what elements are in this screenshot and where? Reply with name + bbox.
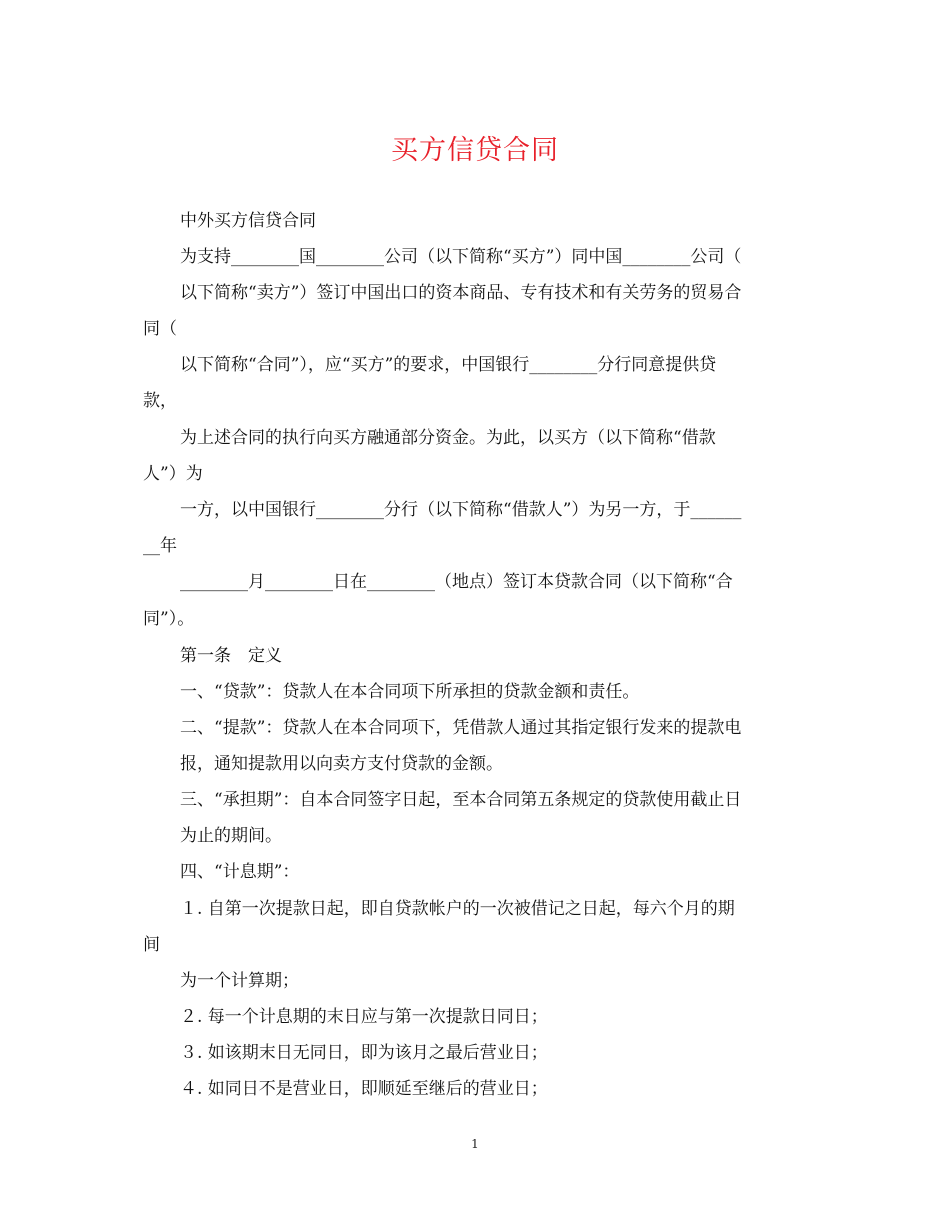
paragraph-line: 为上述合同的执行向买方融通部分资金。为此，以买方（以下简称“借款 (180, 428, 716, 448)
paragraph-line: 一、“贷款”：贷款人在本合同项下所承担的贷款金额和责任。 (180, 682, 640, 702)
paragraph-line: 中外买方信贷合同 (180, 211, 316, 231)
paragraph-line: 二、“提款”：贷款人在本合同项下，凭借款人通过其指定银行发来的提款电 (180, 718, 742, 738)
section-heading: 第一条 定义 (180, 646, 282, 666)
paragraph-line: 三、“承担期”：自本合同签字日起，至本合同第五条规定的贷款使用截止日 (180, 790, 742, 810)
paragraph-line: 以下简称“合同”），应“买方”的要求，中国银行________分行同意提供贷 (180, 355, 717, 375)
paragraph-line: 为一个计算期； (180, 971, 299, 991)
paragraph-line: 人”）为 (143, 464, 203, 484)
paragraph-line: 间 (143, 935, 160, 955)
paragraph-line: __年 (143, 536, 177, 556)
paragraph-line: 同”）。 (143, 609, 195, 629)
paragraph-line: ________月________日在________（地点）签订本贷款合同（以下简称“合 (180, 572, 733, 592)
document-title: 买方信贷合同 (391, 135, 559, 166)
paragraph-line: 报，通知提款用以向卖方支付贷款的金额。 (180, 754, 503, 774)
paragraph-line: ３. 如该期末日无同日，即为该月之最后营业日； (180, 1043, 548, 1063)
paragraph-line: 四、“计息期”： (180, 862, 300, 882)
page-number: 1 (471, 1137, 479, 1151)
paragraph-line: ４. 如同日不是营业日，即顺延至继后的营业日； (180, 1079, 548, 1099)
paragraph-line: 为止的期间。 (180, 826, 282, 846)
paragraph-line: 款， (143, 391, 177, 411)
paragraph-line: 为支持________国________公司（以下简称“买方”）同中国________公司（ (180, 247, 742, 267)
paragraph-line: 以下简称“卖方”）签订中国出口的资本商品、专有技术和有关劳务的贸易合 (180, 283, 742, 303)
paragraph-line: 同（ (143, 319, 177, 339)
paragraph-line: 一方，以中国银行________分行（以下简称“借款人”）为另一方，于______ (180, 500, 742, 520)
paragraph-line: ２. 每一个计息期的末日应与第一次提款日同日； (180, 1007, 548, 1027)
paragraph-line: １. 自第一次提款日起，即自贷款帐户的一次被借记之日起，每六个月的期 (180, 899, 735, 919)
